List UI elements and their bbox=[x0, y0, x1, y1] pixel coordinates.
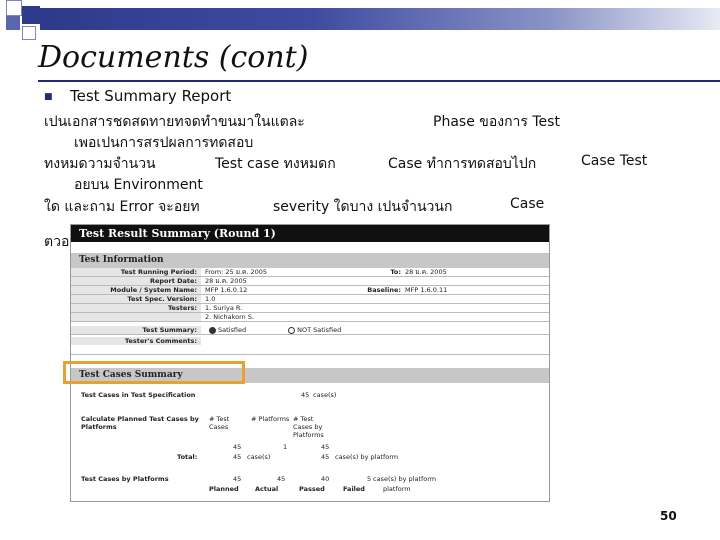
section-header-test-cases-summary: Test Cases Summary bbox=[71, 368, 549, 383]
by-platforms-passed: 40 bbox=[321, 475, 330, 483]
highlight-box bbox=[63, 361, 245, 384]
planned-platforms: 1 bbox=[283, 443, 288, 451]
row-label: Test Spec. Version: bbox=[71, 295, 201, 303]
cases-unit: case(s) bbox=[313, 391, 337, 399]
row-label: Testers: bbox=[71, 304, 201, 312]
page-number: 50 bbox=[660, 509, 677, 523]
body-line: severity ใดบาง เปนจำนวนก bbox=[273, 199, 453, 215]
footer-actual: Actual bbox=[255, 485, 279, 493]
row-value: 28 ม.ค. 2005 bbox=[205, 277, 247, 285]
section-header-test-information: Test Information bbox=[71, 253, 549, 268]
row-value: 1. Suriya R. bbox=[205, 304, 243, 312]
decor-square bbox=[22, 26, 36, 40]
bullet-square-icon: ■ bbox=[44, 92, 53, 102]
decor-square bbox=[6, 0, 22, 16]
title-underline bbox=[38, 80, 720, 82]
title-bar-decoration bbox=[40, 8, 720, 30]
row-label: Test Running Period: bbox=[71, 268, 201, 276]
footer-planned: Planned bbox=[209, 485, 239, 493]
body-line: Phase ของการ Test bbox=[433, 114, 560, 130]
slide-title: Documents (cont) bbox=[38, 40, 309, 75]
row-value: 28 ม.ค. 2005 bbox=[405, 268, 447, 276]
table-row bbox=[71, 268, 549, 277]
col-by-platforms: # Test Cases by Platforms bbox=[293, 415, 324, 439]
table-row bbox=[71, 313, 549, 322]
total-value: 45 bbox=[233, 453, 242, 461]
body-line: Case ทำการทดสอบไปก bbox=[388, 156, 537, 172]
row-label: To: bbox=[390, 268, 401, 276]
cases-in-spec-value: 45 bbox=[301, 391, 310, 399]
test-summary-options bbox=[205, 326, 341, 334]
table-row bbox=[71, 277, 549, 286]
row-label: Tester's Comments: bbox=[71, 337, 201, 345]
col-test-cases: # Test Cases bbox=[209, 415, 230, 431]
table-row bbox=[71, 286, 549, 295]
body-line: Case bbox=[510, 196, 545, 212]
decor-square bbox=[22, 6, 40, 24]
decor-square bbox=[6, 16, 20, 30]
cases-unit: case(s) bbox=[247, 453, 271, 461]
body-line: เปนเอกสารชดสดทายทจดทำขนมาในแตละ bbox=[44, 114, 305, 130]
total-by-platforms: 45 bbox=[321, 453, 330, 461]
radio-empty-icon bbox=[288, 327, 295, 334]
planned-label: Calculate Planned Test Cases by Platforms bbox=[81, 415, 199, 431]
bullet-heading: Test Summary Report bbox=[70, 87, 232, 105]
col-platforms: # Platforms bbox=[251, 415, 290, 423]
body-line: ทงหมดวามจำนวน bbox=[44, 156, 156, 172]
footer-platform: platform bbox=[383, 485, 411, 493]
footer-failed: Failed bbox=[343, 485, 365, 493]
total-label: Total: bbox=[177, 453, 198, 461]
row-value: From: 25 ม.ค. 2005 bbox=[205, 268, 268, 276]
row-value: MFP 1.6.0.11 bbox=[405, 286, 448, 294]
radio-selected-icon bbox=[209, 327, 216, 334]
row-label: Report Date: bbox=[71, 277, 201, 285]
body-line: ตวอ bbox=[44, 234, 70, 250]
row-label bbox=[71, 313, 201, 321]
row-value: MFP 1.6.0.12 bbox=[205, 286, 248, 294]
by-platforms-actual: 45 bbox=[277, 475, 286, 483]
not-satisfied-label: NOT Satisfied bbox=[297, 326, 342, 334]
table-row bbox=[71, 337, 549, 355]
body-line: เพอเปนการสรปผลการทดสอบ bbox=[74, 135, 254, 151]
by-platforms-label: Test Cases by Platforms bbox=[81, 475, 169, 483]
row-value: 2. Nichakorn S. bbox=[205, 313, 255, 321]
table-row bbox=[71, 304, 549, 313]
by-platform-unit: case(s) by platform bbox=[335, 453, 399, 461]
body-line: Test case ทงหมดก bbox=[215, 156, 336, 172]
table-row bbox=[71, 295, 549, 304]
footer-passed: Passed bbox=[299, 485, 325, 493]
planned-by-platforms: 45 bbox=[321, 443, 330, 451]
by-platforms-failed: 5 bbox=[367, 475, 372, 483]
by-platforms-planned: 45 bbox=[233, 475, 242, 483]
sheet-title: Test Result Summary (Round 1) bbox=[71, 225, 549, 242]
row-value: 1.0 bbox=[205, 295, 216, 303]
cases-in-spec-label: Test Cases in Test Specification bbox=[81, 391, 196, 399]
satisfied-label: Satisfied bbox=[218, 326, 247, 334]
body-line: ใด และถาม Error จะอยท bbox=[44, 199, 200, 215]
by-platform-unit: case(s) by platform bbox=[373, 475, 437, 483]
row-label: Baseline: bbox=[367, 286, 401, 294]
table-row bbox=[71, 326, 549, 335]
planned-cases: 45 bbox=[233, 443, 242, 451]
body-line: อยบน Environment bbox=[74, 177, 203, 193]
body-line: Case Test bbox=[581, 153, 648, 169]
row-label: Module / System Name: bbox=[71, 286, 201, 294]
row-label: Test Summary: bbox=[71, 326, 201, 334]
